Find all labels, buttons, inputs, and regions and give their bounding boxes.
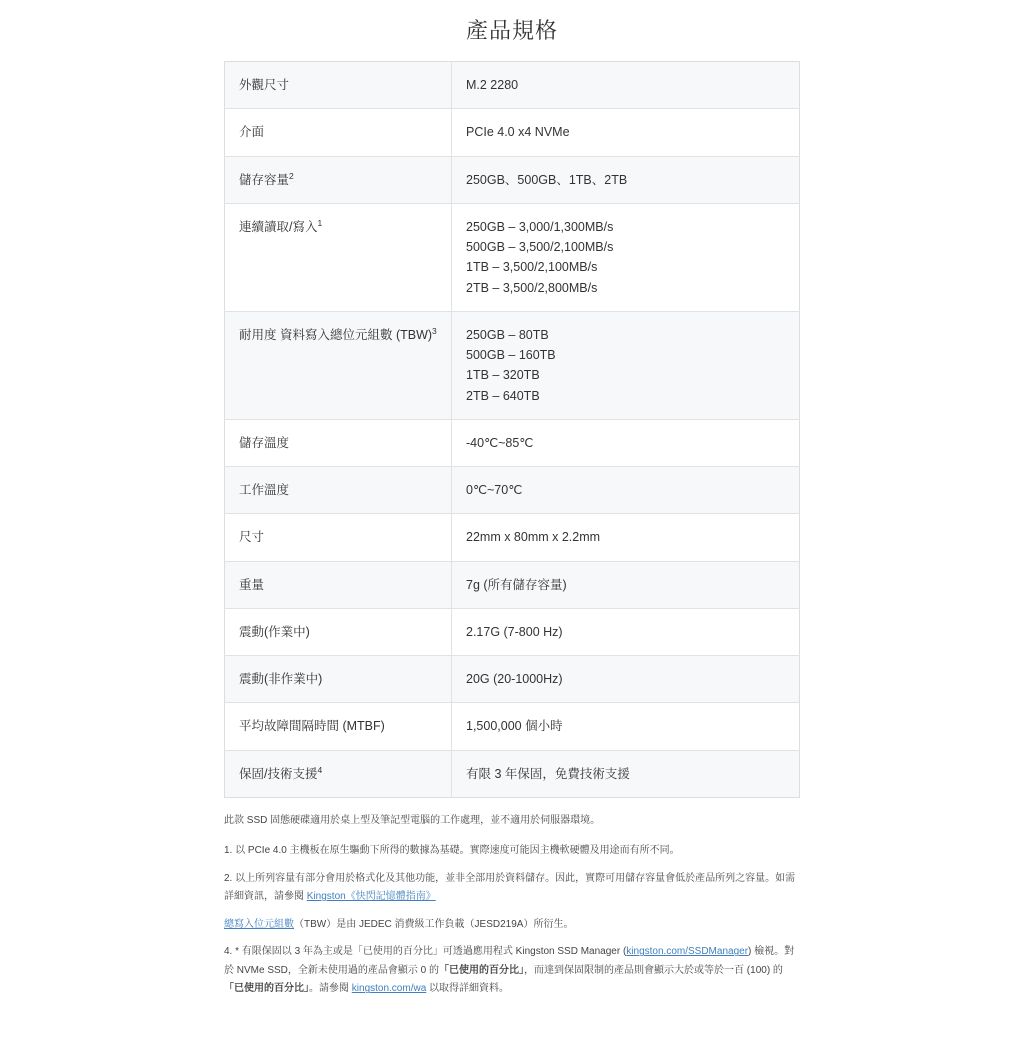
- spec-value: [452, 703, 800, 750]
- table-row: [225, 561, 800, 608]
- spec-label: 工作溫度: [225, 467, 452, 514]
- table-row: [225, 419, 800, 466]
- spec-value: [452, 156, 800, 203]
- spec-value: [452, 467, 800, 514]
- footnote-marker: 3: [432, 325, 437, 336]
- table-row: [225, 311, 800, 419]
- spec-value-line: 250GB – 3,000/1,300MB/s: [466, 219, 614, 234]
- spec-label: 保固/技術支援$^4$: [225, 750, 452, 797]
- specifications-table: [224, 61, 800, 798]
- spec-value: [452, 62, 800, 109]
- footnote-text: 4. * 有限保固以 3 年為主或是「已使用的百分比」可透過應用程式 Kingston SSD Manager (: [224, 946, 627, 958]
- footnote-item: [224, 842, 800, 861]
- spec-label: 平均故障間隔時間 (MTBF): [225, 703, 452, 750]
- spec-value: [452, 109, 800, 156]
- spec-value-line: 2.17G (7-800 Hz): [466, 624, 563, 639]
- footnote-marker: 1: [317, 217, 323, 228]
- spec-value: [452, 514, 800, 561]
- spec-label: 震動(作業中): [225, 608, 452, 655]
- spec-value-line: 2TB – 640TB: [466, 388, 540, 403]
- spec-label: 尺寸: [225, 514, 452, 561]
- footnote-marker: 4: [317, 764, 323, 775]
- table-row: [225, 703, 800, 750]
- spec-value-line: 有限 3 年保固，免費技術支援: [466, 766, 630, 781]
- page-title: 產品規格: [465, 18, 558, 43]
- spec-value-line: 7g (所有儲存容量): [466, 577, 567, 592]
- footnote-text: ，而達到保固限制的產品則會顯示大於或等於一百 (100) 的: [524, 964, 783, 976]
- spec-value: [452, 311, 800, 419]
- footnote-emphasis: 「已使用的百分比」: [439, 964, 525, 976]
- footnote-link[interactable]: 總寫入位元組數: [224, 918, 294, 930]
- spec-label: 連續讀取/寫入$^1$: [225, 203, 452, 311]
- footnote-item: [224, 916, 800, 935]
- spec-value-line: 500GB – 3,500/2,100MB/s: [466, 240, 614, 254]
- spec-value: [452, 419, 800, 466]
- spec-page: [0, 14, 1024, 1038]
- spec-value-line: 1,500,000 個小時: [466, 719, 563, 734]
- spec-value: [452, 561, 800, 608]
- table-row: [225, 109, 800, 156]
- footnote-emphasis: 「已使用的百分比」: [224, 983, 309, 995]
- table-row: [225, 203, 800, 311]
- spec-value: [452, 750, 800, 797]
- spec-label: 儲存容量$^2$: [225, 156, 452, 203]
- footnote-text: （TBW）是由 JEDEC 消費級工作負載（JESD219A）所衍生。: [294, 918, 574, 930]
- spec-label: 介面: [225, 109, 452, 156]
- spec-value-line: 22mm x 80mm x 2.2mm: [466, 530, 601, 545]
- table-row: [225, 467, 800, 514]
- spec-value-line: 1TB – 3,500/2,100MB/s: [466, 260, 598, 275]
- footnote-intro: 此款 SSD 固態硬碟適用於桌上型及筆記型電腦的工作處理，並不適用於伺服器環境。: [224, 814, 601, 826]
- spec-value-line: 0℃~70℃: [466, 483, 523, 497]
- footnote-text: 。請參閱: [309, 983, 352, 995]
- table-row: [225, 656, 800, 703]
- spec-value: [452, 203, 800, 311]
- spec-label: 重量: [225, 561, 452, 608]
- spec-value-line: M.2 2280: [466, 78, 519, 92]
- spec-value-line: 250GB – 80TB: [466, 327, 549, 342]
- spec-label: 震動(非作業中): [225, 656, 452, 703]
- spec-label: 耐用度 資料寫入總位元組數 (TBW)$^3$: [225, 311, 452, 419]
- spec-value: [452, 608, 800, 655]
- table-row: [225, 62, 800, 109]
- spec-value-line: 2TB – 3,500/2,800MB/s: [466, 280, 598, 295]
- footnote-link[interactable]: kingston.com/wa: [351, 983, 427, 995]
- spec-value-line: PCIe 4.0 x4 NVMe: [466, 125, 570, 140]
- spec-value-line: 250GB、500GB、1TB、2TB: [466, 172, 628, 187]
- table-row: [225, 156, 800, 203]
- footnote-text: 以取得詳細資料。: [426, 983, 510, 995]
- footnote-text: ) 檢視。對於 NVMe SSD，全新未使用過的產品會顯示 0 的: [224, 946, 795, 976]
- footnote-link[interactable]: kingston.com/SSDManager: [626, 946, 749, 958]
- footnote-text: 2. 以上所列容量有部分會用於格式化及其他功能，並非全部用於資料儲存。因此，實際可用儲存容量會低於產品所列之容量。如需詳細資訊，請參閱: [224, 872, 796, 903]
- footnote-marker: 2: [289, 170, 294, 181]
- table-row: [225, 608, 800, 655]
- spec-value-line: 1TB – 320TB: [466, 368, 540, 383]
- footnote-text: 1. 以 PCIe 4.0 主機板在原生驅動下所得的數據為基礎。實際速度可能因主機軟硬體及用途而有所不同。: [224, 845, 680, 857]
- table-row: [225, 514, 800, 561]
- spec-value-line: -40℃~85℃: [466, 435, 534, 450]
- spec-label: 儲存溫度: [225, 419, 452, 466]
- spec-value: [452, 656, 800, 703]
- footnote-item: [224, 870, 800, 907]
- footnote-link[interactable]: Kingston《快閃記憶體指南》: [306, 891, 436, 903]
- spec-value-line: 20G (20-1000Hz): [466, 672, 563, 686]
- spec-value-line: 500GB – 160TB: [466, 348, 556, 362]
- spec-label: 外觀尺寸: [225, 62, 452, 109]
- footnote-item: [224, 943, 800, 999]
- footnotes-section: [224, 812, 800, 999]
- table-row: [225, 750, 800, 797]
